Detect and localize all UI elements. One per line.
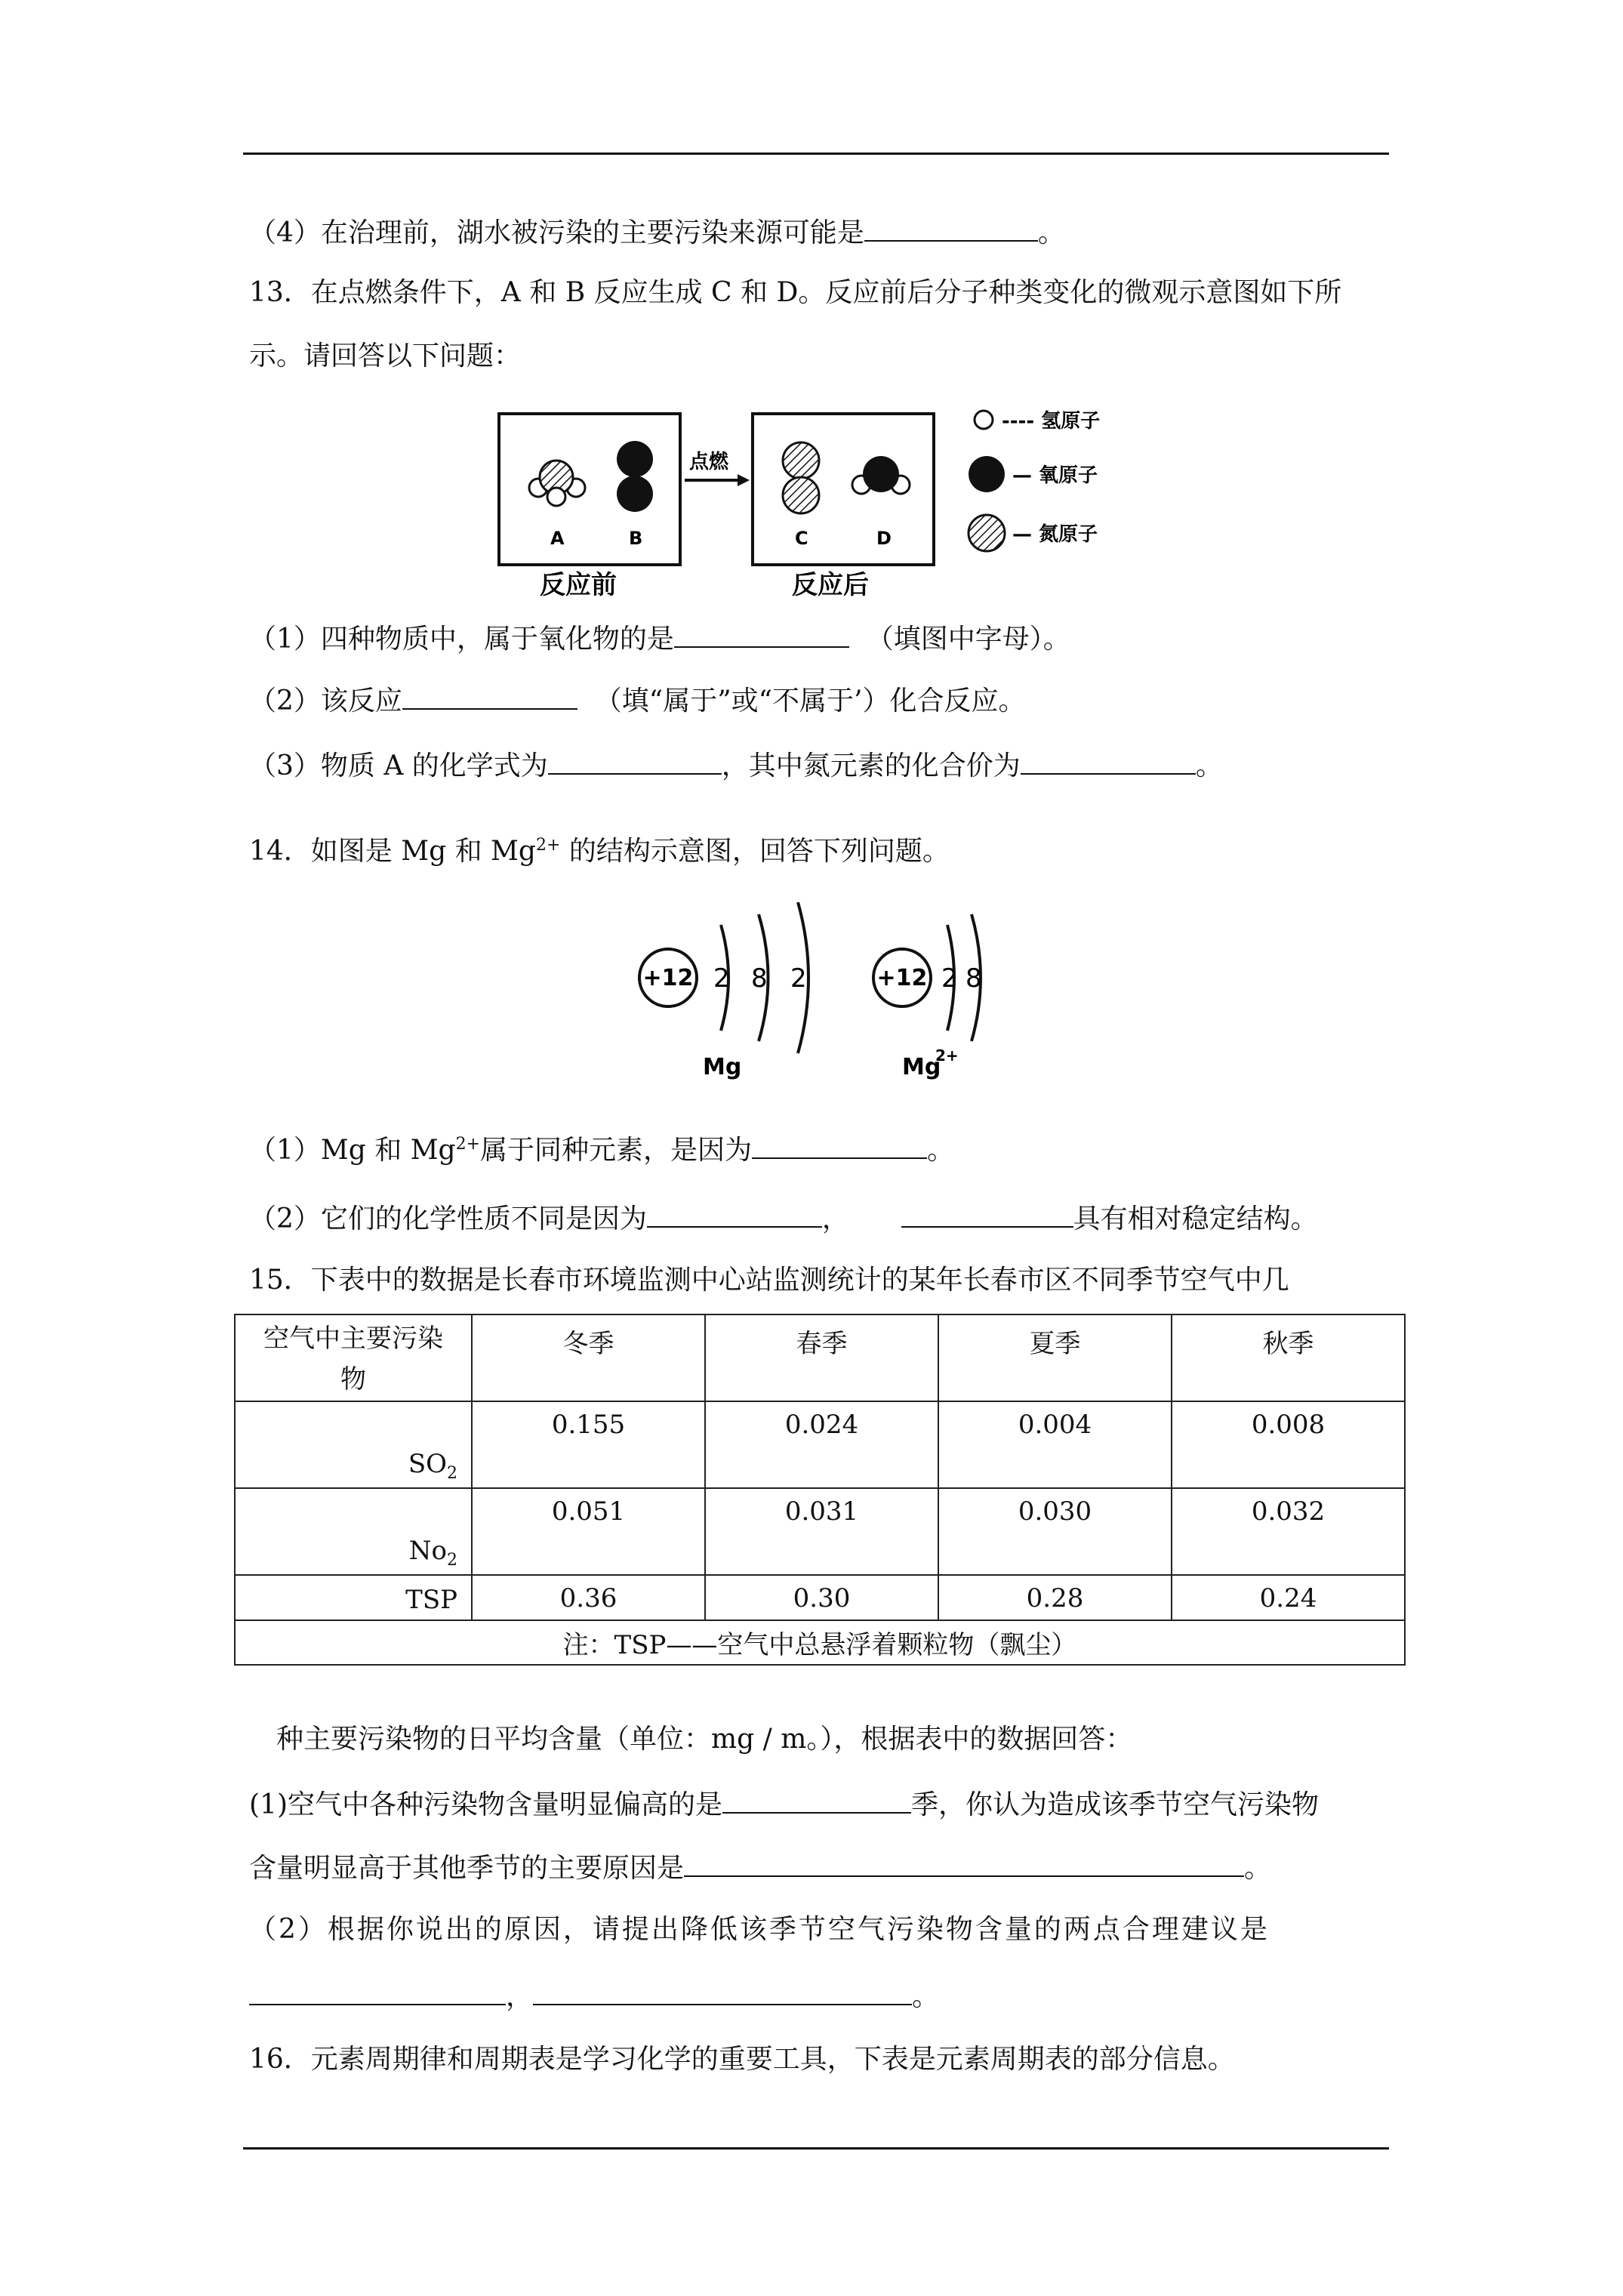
nucleus-charge: +12 <box>642 965 694 991</box>
shell-electron-count: 2 <box>941 963 958 994</box>
molecule-a <box>529 461 585 506</box>
table-row <box>235 1401 1405 1488</box>
table-header-cell: 春季 <box>705 1314 938 1401</box>
q13-stem-line2: 示。请回答以下问题： <box>249 341 522 371</box>
mg-label: Mg <box>703 1054 742 1080</box>
answer-blank[interactable] <box>647 1200 822 1228</box>
table-note-row <box>235 1620 1405 1665</box>
q12-part4: （4）在治理前，湖水被污染的主要污染来源可能是 。 <box>249 214 1065 250</box>
q15-part2-line2: ， 。 <box>249 1978 939 2014</box>
q13-part2: （2）该反应 （填“属于”或“不属于’）化合反应。 <box>249 683 1025 718</box>
mg-ion-diagram <box>873 914 982 1080</box>
legend-nitrogen: — 氮原子 <box>1012 523 1098 546</box>
q14-stem: 14．如图是 Mg 和 $Mg^{2+}$ 的结构示意图，回答下列问题。 <box>249 836 950 867</box>
nucleus-charge: +12 <box>876 965 928 991</box>
q15-part1-line1: (1)空气中各种污染物含量明显偏高的是 季，你认为造成该季节空气污染物 <box>249 1786 1319 1822</box>
table-row-header: TSP <box>235 1575 472 1620</box>
table-cell: 0.032 <box>1172 1488 1405 1575</box>
table-cell: 0.36 <box>472 1575 705 1620</box>
reaction-diagram <box>494 399 1144 603</box>
q14-part2: （2）它们的化学性质不同是因为 ， 具有相对稳定结构。 <box>249 1200 1318 1236</box>
table-header-cell: 秋季 <box>1172 1314 1405 1401</box>
molecule-b <box>617 441 653 512</box>
label-d: D <box>876 528 892 549</box>
label-c: C <box>795 528 808 549</box>
q14-part1: （1）Mg 和 $Mg^{2+}$属于同种元素，是因为 。 <box>249 1128 954 1167</box>
shell-electron-count: 8 <box>751 963 768 994</box>
pollutant-table <box>234 1314 1406 1666</box>
answer-blank[interactable] <box>674 621 849 648</box>
q15-part1-line2: 含量明显高于其他季节的主要原因是 。 <box>249 1850 1271 1885</box>
mg-ion-label: Mg <box>902 1054 941 1080</box>
footer-rule <box>243 2147 1389 2150</box>
answer-blank[interactable] <box>722 1786 911 1814</box>
table-cell: 0.024 <box>705 1401 938 1488</box>
table-header-cell: 夏季 <box>938 1314 1172 1401</box>
table-cell: 0.051 <box>472 1488 705 1575</box>
table-row <box>235 1488 1405 1575</box>
label-a: A <box>550 528 565 549</box>
table-row <box>235 1575 1405 1620</box>
label-b: B <box>629 528 643 549</box>
q16-stem: 16．元素周期律和周期表是学习化学的重要工具，下表是元素周期表的部分信息。 <box>249 2044 1235 2075</box>
before-caption: 反应前 <box>540 570 617 600</box>
arrow-head-icon <box>738 474 750 486</box>
arrow-label: 点燃 <box>689 451 729 473</box>
q13-part3: （3）物质 A 的化学式为 ，其中氮元素的化合价为 。 <box>249 747 1223 783</box>
shell-electron-count: 2 <box>713 963 730 994</box>
shell-electron-count: 8 <box>965 963 982 994</box>
answer-blank[interactable] <box>249 1978 506 2005</box>
legend-hydrogen: ---- 氢原子 <box>1002 410 1101 433</box>
molecule-c <box>783 442 819 513</box>
q15-part2-line1: （2）根据你说出的原因，请提出降低该季节空气污染物含量的两点合理建议是 <box>249 1914 1270 1945</box>
table-row-header: $No_2$ <box>235 1488 472 1575</box>
table-cell: 0.031 <box>705 1488 938 1575</box>
nitrogen-atom-icon <box>969 515 1005 551</box>
answer-blank[interactable] <box>533 1978 912 2005</box>
table-note: 注：TSP——空气中总悬浮着颗粒物（飘尘） <box>235 1620 1405 1665</box>
q15-stem-line1: 15．下表中的数据是长春市环境监测中心站监测统计的某年长春市区不同季节空气中几 <box>249 1265 1289 1296</box>
answer-blank[interactable] <box>402 683 577 710</box>
answer-blank[interactable] <box>548 747 722 775</box>
table-header-row <box>235 1314 1405 1401</box>
table-header-cell: 冬季 <box>472 1314 705 1401</box>
q15-stem-line2: 种主要污染物的日平均含量（单位：mg / m。），根据表中的数据回答： <box>276 1724 1133 1755</box>
table-header-cell: 空气中主要污染 物 <box>235 1314 472 1401</box>
table-cell: 0.030 <box>938 1488 1172 1575</box>
q13-stem-line1: 13．在点燃条件下，A 和 B 反应生成 C 和 D。反应前后分子种类变化的微观示意图如下所 <box>249 277 1342 308</box>
table-cell: 0.24 <box>1172 1575 1405 1620</box>
answer-blank[interactable] <box>1021 747 1196 775</box>
answer-blank[interactable] <box>864 214 1038 242</box>
hydrogen-atom-icon <box>975 411 993 429</box>
mg-ion-charge: 2+ <box>935 1046 959 1065</box>
oxygen-atom-icon <box>969 456 1005 492</box>
table-cell: 0.30 <box>705 1575 938 1620</box>
mg-atom-diagram <box>639 902 808 1080</box>
table-row-header: $SO_2$ <box>235 1401 472 1488</box>
table-cell: 0.28 <box>938 1575 1172 1620</box>
before-box <box>499 414 680 565</box>
header-rule <box>243 153 1389 155</box>
answer-blank[interactable] <box>752 1132 927 1159</box>
legend-oxygen: — 氧原子 <box>1012 464 1098 487</box>
after-caption: 反应后 <box>792 570 869 600</box>
table-cell: 0.155 <box>472 1401 705 1488</box>
answer-blank[interactable] <box>901 1200 1073 1228</box>
mg-structure-diagram <box>630 902 1023 1083</box>
q13-part1: （1）四种物质中，属于氧化物的是 （填图中字母）。 <box>249 621 1070 656</box>
table-cell: 0.004 <box>938 1401 1172 1488</box>
table-cell: 0.008 <box>1172 1401 1405 1488</box>
shell-electron-count: 2 <box>790 963 807 994</box>
answer-blank[interactable] <box>684 1850 1244 1877</box>
molecule-d <box>852 456 910 494</box>
